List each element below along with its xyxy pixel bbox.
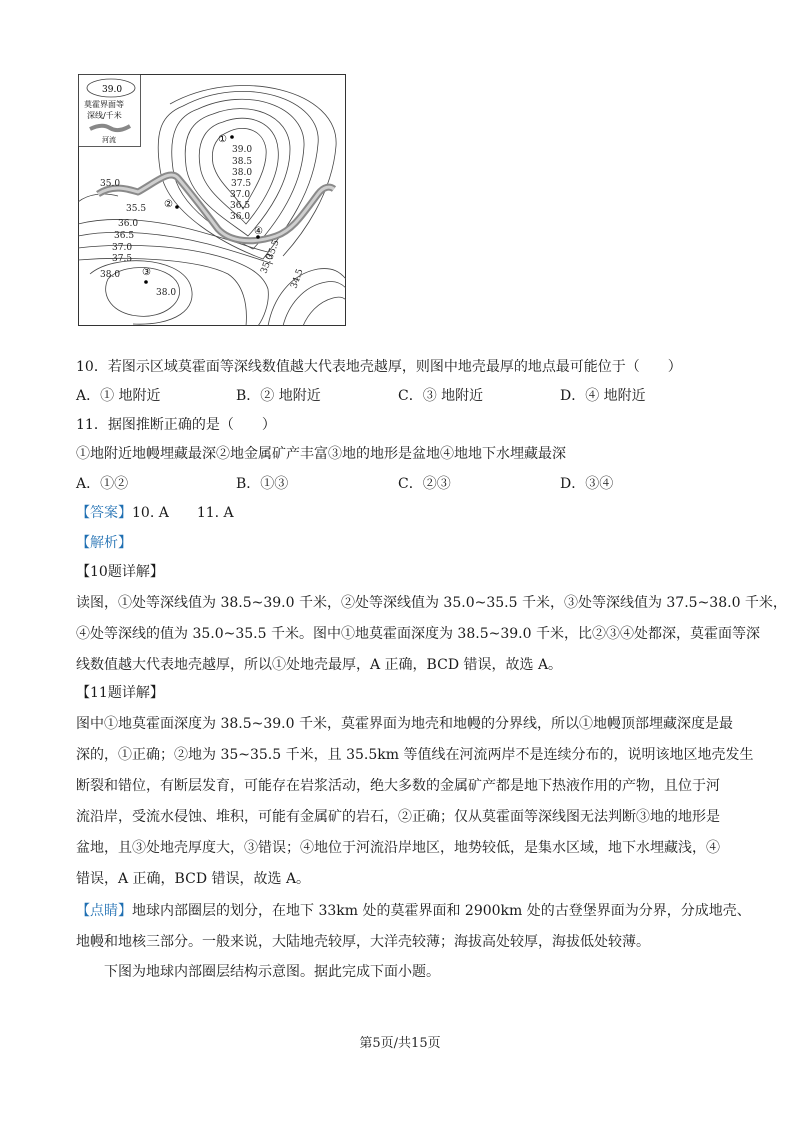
contour-label: 36.5 <box>114 231 135 241</box>
q11-option-d: D．③④ <box>560 476 614 492</box>
detail11-body <box>76 709 754 895</box>
q11-option-a: A．①② <box>76 476 129 492</box>
q11-stem: 11．据图推断正确的是（ ） <box>76 417 276 433</box>
map-legend <box>79 75 141 147</box>
q10-option-b: B．② 地附近 <box>236 388 321 404</box>
contour-label: 39.0 <box>232 145 253 155</box>
legend-value: 39.0 <box>102 85 123 95</box>
q10-option-d: D．④ 地附近 <box>560 388 646 404</box>
contour-label: 38.0 <box>100 270 121 280</box>
contour-map <box>78 74 346 326</box>
contour-label: 38.5 <box>232 157 253 167</box>
tip-line-1 <box>76 896 751 927</box>
detail11-tag: 【11题详解】 <box>76 685 164 701</box>
contour-label: 35.0 <box>100 179 121 189</box>
detail10-tag: 【10题详解】 <box>76 564 164 580</box>
tip-line-2: 地幔和地核三部分。一般来说，大陆地壳较厚，大洋壳较薄；海拔高处较厚，海拔低处较薄。 <box>76 934 650 950</box>
detail10-line: 读图，①处等深线值为 38.5~39.0 千米，②处等深线值为 35.0~35.5 千米，③处等深线值为 37.5~38.0 千米， <box>76 595 787 611</box>
contour-label: 36.0 <box>118 219 139 229</box>
detail10-line: 线数值越大代表地壳越厚，所以①处地壳最厚，A 正确，BCD 错误，故选 A。 <box>76 657 563 673</box>
q11-statement: ①地附近地幔埋藏最深②地金属矿产丰富③地的地形是盆地④地地下水埋藏最深 <box>76 446 566 462</box>
point-4-label: ④ <box>254 226 263 237</box>
detail10-line: ④处等深线的值为 35.0~35.5 千米。图中①地莫霍面深度为 38.5~39.0 千米，比②③④处都深，莫霍面等深 <box>76 626 760 642</box>
contour-label: 36.5 <box>230 201 251 211</box>
tip-tag: 【点睛】 <box>76 903 132 919</box>
q10-option-c: C．③ 地附近 <box>398 388 484 404</box>
contour-label: 37.5 <box>112 254 133 264</box>
legend-river-label: 河流 <box>102 136 116 144</box>
next-question-intro: 下图为地球内部圈层结构示意图。据此完成下面小题。 <box>104 964 440 980</box>
tip-text-1: 地球内部圈层的划分，在地下 33km 处的莫霍界面和 2900km 处的古登堡界面为分界，分成地壳、 <box>132 903 751 919</box>
contour-label: 35.5 <box>126 204 147 214</box>
answer-tag: 【答案】 <box>76 505 132 521</box>
detail11-line: 深的，①正确；②地为 35~35.5 千米，且 35.5km 等值线在河流两岸不是连续分布的，说明该地区地壳发生 <box>76 747 754 763</box>
analysis-tag: 【解析】 <box>76 535 132 551</box>
q10-option-a: A．① 地附近 <box>76 388 161 404</box>
point-2-label: ② <box>164 199 173 210</box>
detail11-line: 流沿岸，受流水侵蚀、堆积，可能有金属矿的岩石，②正确；仅从莫霍面等深线图无法判断③地的地形是 <box>76 809 720 825</box>
detail11-line: 盆地，且③处地壳厚度大，③错误；④地位于河流沿岸地区，地势较低，是集水区域，地下水埋藏浅，④ <box>76 840 720 856</box>
contour-label: 37.5 <box>231 179 252 189</box>
point-3-marker <box>144 280 148 284</box>
contour-label: 34.5 <box>289 267 306 291</box>
point-1-marker <box>230 135 234 139</box>
tip-body <box>76 896 751 958</box>
detail11-line: 图中①地莫霍面深度为 38.5~39.0 千米，莫霍界面为地壳和地幔的分界线，所以①地幔顶部埋藏深度是最 <box>76 716 733 732</box>
point-3-label: ③ <box>142 267 151 278</box>
contour-label: 35.0 <box>259 252 276 276</box>
legend-label-2: 深线/千米 <box>87 111 122 120</box>
contour-label: 37.0 <box>112 243 133 253</box>
contour-label: 36.0 <box>230 212 251 222</box>
contour-label: 37.0 <box>230 190 251 200</box>
detail10-body <box>76 588 787 681</box>
point-2-marker <box>175 205 179 209</box>
point-1-label: ① <box>218 134 227 145</box>
q11-option-b: B．①③ <box>236 476 289 492</box>
page-footer: 第5页/共15页 <box>359 1036 441 1051</box>
answer-text: 10. A 11. A <box>132 505 234 521</box>
contour-map-svg <box>78 74 346 326</box>
detail11-line: 断裂和错位，有断层发育，可能存在岩浆活动，绝大多数的金属矿产都是地下热液作用的产物，且位于河 <box>76 778 720 794</box>
q11-option-c: C．②③ <box>398 476 451 492</box>
legend-label-1: 莫霍界面等 <box>84 100 124 109</box>
contour-label: 38.0 <box>232 168 253 178</box>
answer-line <box>76 503 234 523</box>
contour-label: 35.5 <box>265 238 282 262</box>
q10-stem: 10．若图示区域莫霍面等深线数值越大代表地壳越厚，则图中地壳最厚的地点最可能位于（ ） <box>76 359 682 375</box>
contour-label: 38.0 <box>156 288 177 298</box>
detail11-line: 错误，A 正确，BCD 错误，故选 A。 <box>76 871 311 887</box>
